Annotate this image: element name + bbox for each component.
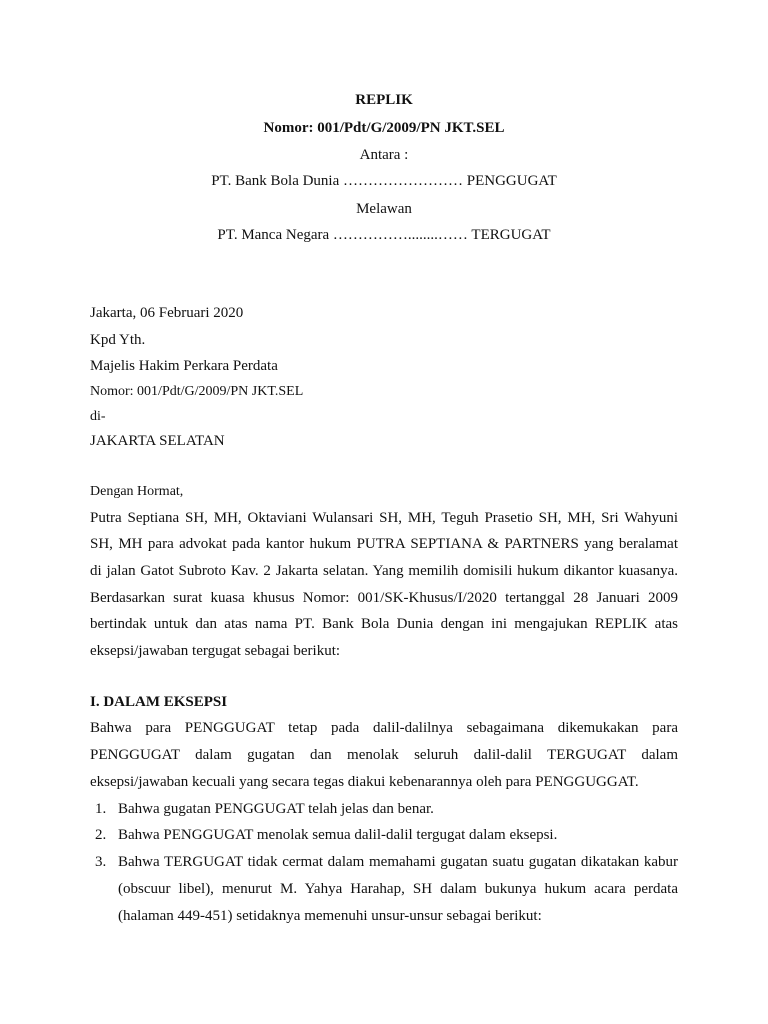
di-label: di- [90, 409, 106, 424]
recipient-city: JAKARTA SELATAN [90, 433, 225, 449]
list-item: Bahwa PENGGUGAT menolak semua dalil-dalil tergugat dalam eksepsi. [118, 827, 558, 843]
section-line: eksepsi/jawaban kecuali yang secara tegas diakui kebenarannya oleh para PENGGUGGAT. [90, 774, 639, 790]
penggugat-line: PT. Bank Bola Dunia …………………… PENGGUGAT [211, 173, 557, 189]
salutation: Dengan Hormat, [90, 484, 184, 499]
list-item-number: 3. [95, 854, 107, 870]
list-item-number: 1. [95, 801, 107, 817]
list-item-continuation: (halaman 449-451) setidaknya memenuhi unsur-unsur sebagai berikut: [118, 908, 542, 924]
opening-line: Putra Septiana SH, MH, Oktaviani Wulansari SH, MH, Teguh Prasetio SH, MH, Sri Wahyuni [90, 510, 678, 526]
list-item-number: 2. [95, 827, 107, 843]
list-item-continuation: (obscuur libel), menurut M. Yahya Harahap, SH dalam bukunya hukum acara perdata [118, 881, 678, 897]
document-title: REPLIK [355, 92, 413, 108]
melawan-label: Melawan [356, 201, 412, 217]
section-line: Bahwa para PENGGUGAT tetap pada dalil-dalilnya sebagaimana dikemukakan para [90, 720, 678, 736]
list-item: Bahwa gugatan PENGGUGAT telah jelas dan benar. [118, 801, 434, 817]
tergugat-line: PT. Manca Negara ……………........…… TERGUGAT [217, 227, 551, 243]
recipient: Majelis Hakim Perkara Perdata [90, 358, 278, 374]
opening-line: di jalan Gatot Subroto Kav. 2 Jakarta selatan. Yang memilih domisili hukum dikantor kuasanya. [90, 563, 678, 579]
opening-line: bertindak untuk dan atas nama PT. Bank Bola Dunia dengan ini mengajukan REPLIK atas [90, 616, 678, 632]
opening-line: eksepsi/jawaban tergugat sebagai berikut: [90, 643, 341, 659]
list-item: Bahwa TERGUGAT tidak cermat dalam memahami gugatan suatu gugatan dikatakan kabur [118, 854, 678, 870]
section-heading: I. DALAM EKSEPSI [90, 694, 228, 710]
antara-label: Antara : [359, 147, 409, 163]
recipient-case-number: Nomor: 001/Pdt/G/2009/PN JKT.SEL [90, 384, 304, 399]
section-line: PENGGUGAT dalam gugatan dan menolak seluruh dalil-dalil TERGUGAT dalam [90, 747, 678, 763]
opening-line: Berdasarkan surat kuasa khusus Nomor: 001/SK-Khusus/I/2020 tertanggal 28 Januari 2009 [90, 590, 678, 606]
kpd-yth: Kpd Yth. [90, 332, 146, 348]
letter-date: Jakarta, 06 Februari 2020 [90, 305, 244, 321]
case-number: Nomor: 001/Pdt/G/2009/PN JKT.SEL [263, 120, 505, 136]
opening-line: SH, MH para advokat pada kantor hukum PUTRA SEPTIANA & PARTNERS yang beralamat [90, 536, 678, 552]
